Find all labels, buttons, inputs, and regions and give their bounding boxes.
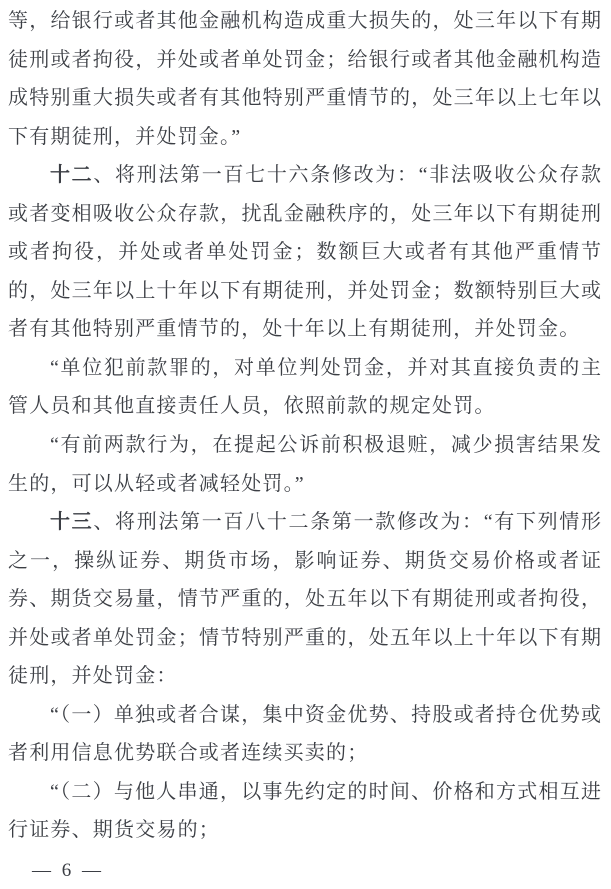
line-text: 下有期徒刑，并处罚金。” xyxy=(8,125,242,148)
line-text: 、将刑法第一百八十二条第一款修改为：“有下列情形 xyxy=(93,511,601,534)
section-number: 十三 xyxy=(50,511,94,534)
text-line xyxy=(8,195,601,234)
text-line xyxy=(8,156,601,195)
line-text: 之一，操纵证券、期货市场，影响证券、期货交易价格或者证 xyxy=(8,549,601,572)
text-line xyxy=(8,349,601,388)
text-line xyxy=(8,79,601,118)
text-line xyxy=(8,657,601,696)
line-text: “有前两款行为，在提起公诉前积极退赃，减少损害结果发 xyxy=(50,434,601,457)
line-text: 管人员和其他直接责任人员，依照前款的规定处罚。 xyxy=(8,395,496,418)
text-line xyxy=(8,310,601,349)
text-line xyxy=(8,2,601,41)
line-text: 徒刑，并处罚金： xyxy=(8,665,178,688)
section-number: 十二 xyxy=(50,164,94,187)
line-text: 生的，可以从轻或者减轻处罚。” xyxy=(8,472,305,495)
text-line xyxy=(8,426,601,465)
line-text: 并处或者单处罚金；情节特别严重的，处五年以上十年以下有期 xyxy=(8,626,601,649)
line-text: 成特别重大损失或者有其他特别严重情节的，处三年以上七年以 xyxy=(8,87,601,110)
line-text: 等，给银行或者其他金融机构造成重大损失的，处三年以下有期 xyxy=(8,10,601,32)
text-line xyxy=(8,465,601,504)
text-line xyxy=(8,118,601,157)
page-number: — 6 — xyxy=(32,860,104,881)
line-text: “（二）与他人串通，以事先约定的时间、价格和方式相互进 xyxy=(50,780,601,803)
line-text: 徒刑或者拘役，并处或者单处罚金；给银行或者其他金融机构造 xyxy=(8,48,601,71)
line-text: 或者变相吸收公众存款，扰乱金融秩序的，处三年以下有期徒刑 xyxy=(8,202,601,225)
text-line xyxy=(8,272,601,311)
line-text: 者利用信息优势联合或者连续买卖的； xyxy=(8,742,369,765)
line-text: 或者拘役，并处或者单处罚金；数额巨大或者有其他严重情节 xyxy=(8,241,601,264)
line-text: 行证券、期货交易的； xyxy=(8,819,220,842)
text-line xyxy=(8,619,601,658)
line-text: “（一）单独或者合谋，集中资金优势、持股或者持仓优势或 xyxy=(50,703,601,726)
text-line xyxy=(8,811,601,850)
text-line xyxy=(8,503,601,542)
text-line xyxy=(8,233,601,272)
text-line xyxy=(8,773,601,812)
line-text: “单位犯前款罪的，对单位判处罚金，并对其直接负责的主 xyxy=(50,356,601,379)
text-line xyxy=(8,387,601,426)
text-line xyxy=(8,542,601,581)
text-line xyxy=(8,580,601,619)
line-text: 券、期货交易量，情节严重的，处五年以下有期徒刑或者拘役， xyxy=(8,588,601,611)
text-line xyxy=(8,696,601,735)
line-text: 、将刑法第一百七十六条修改为：“非法吸收公众存款 xyxy=(93,164,601,187)
line-text: 者有其他特别严重情节的，处十年以上有期徒刑，并处罚金。 xyxy=(8,318,581,341)
text-line xyxy=(8,734,601,773)
text-line xyxy=(8,41,601,80)
line-text: 的，处三年以上十年以下有期徒刑，并处罚金；数额特别巨大或 xyxy=(8,279,601,302)
